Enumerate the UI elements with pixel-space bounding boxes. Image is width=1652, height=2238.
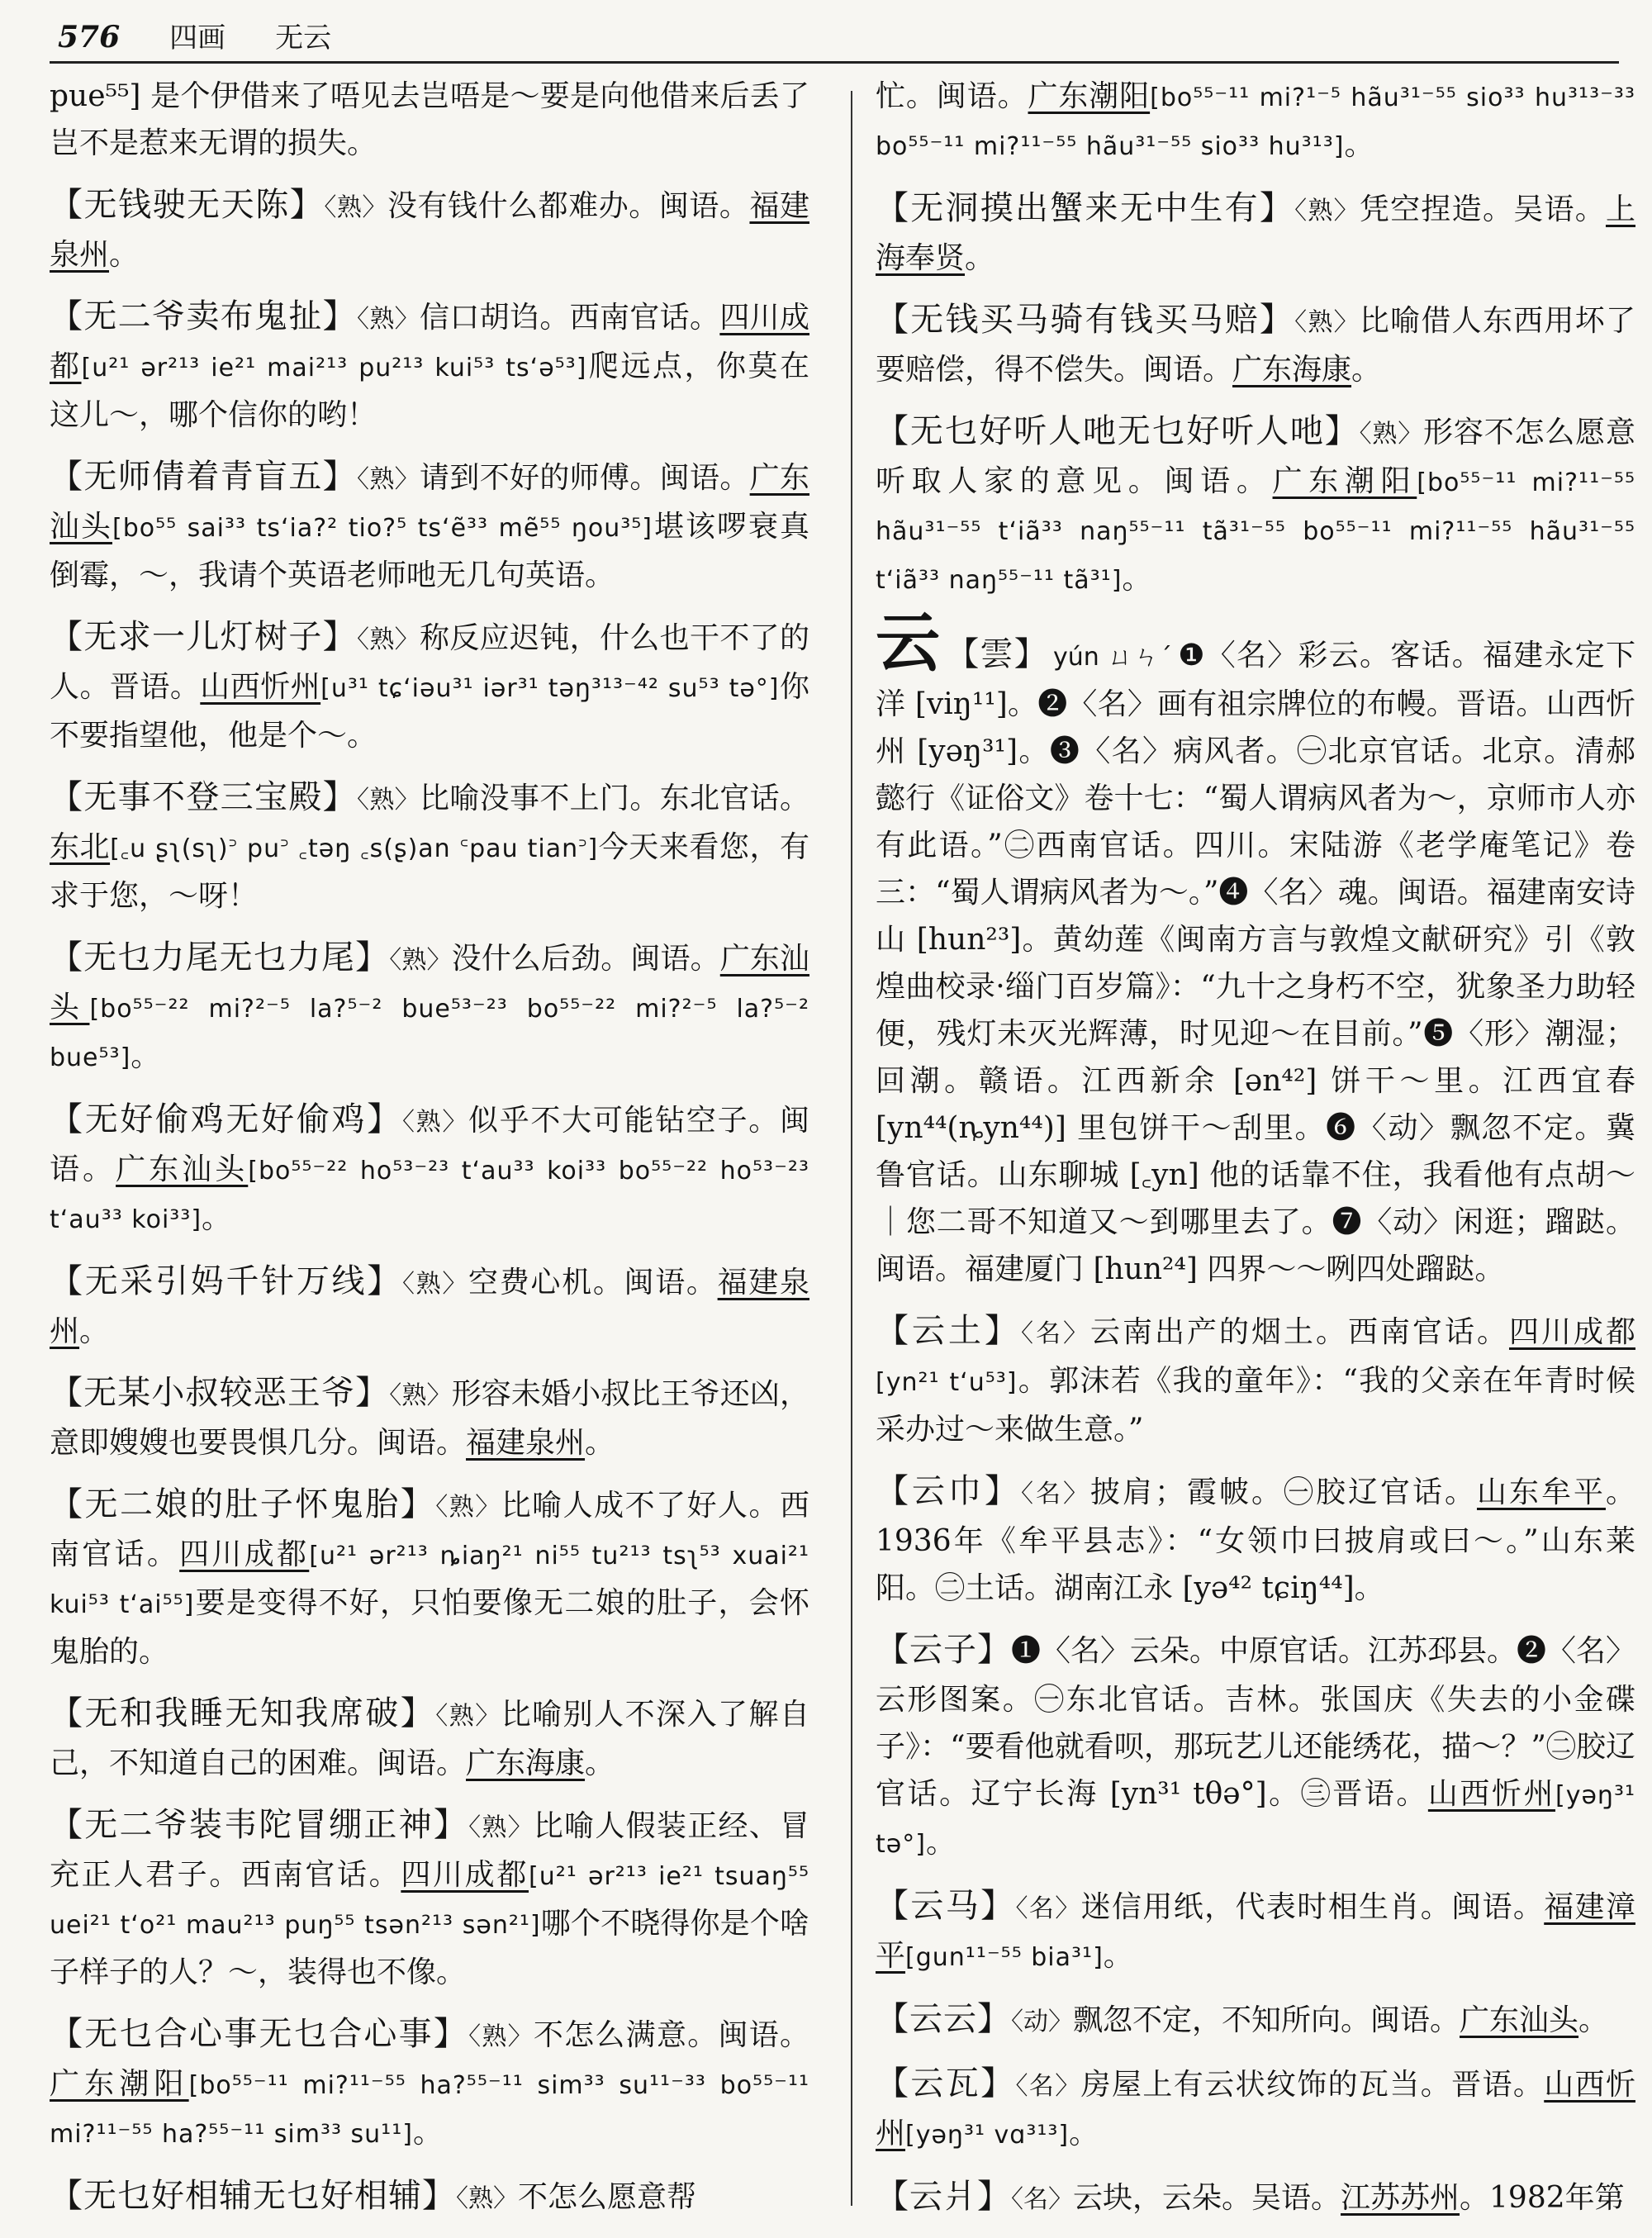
phonetic: [bo⁵⁵⁻¹¹ mi?¹¹⁻⁵⁵ ha?⁵⁵⁻¹¹ sim³³ su¹¹⁻³³ bo⁵⁵⁻¹¹ mi?¹¹⁻⁵⁵ ha?⁵⁵⁻¹¹ sim³³ su¹¹] [50, 2071, 809, 2149]
entry-headword: 【无洞摸出蟹来无中生有】 [876, 189, 1295, 227]
entry: 【云子】❶〈名〉云朵。中原官话。江苏邳县。❷〈名〉云形图案。㊀东北官话。吉林。张国庆《失去的小金碟子》：“要看他就看呗，那玩艺儿还能绣花，描～？”㊁胶辽官话。辽宁长海 [yn³¹ tθə°]。㊂晋语。山西忻州[yəŋ³¹ tə°]。 [876, 1631, 1636, 1860]
entry: 【无某小叔较恶王爷】〈熟〉形容未婚小叔比王爷还凶，意即嫂嫂也要畏惧几分。闽语。福建泉州。 [50, 1374, 809, 1460]
location: 四川成都 [179, 1537, 310, 1571]
entry-headword: 【无求一儿灯树子】 [50, 618, 357, 656]
location: 四川成都 [1508, 1315, 1635, 1349]
location: 福建泉州 [50, 1266, 809, 1348]
entry-headword: 【云巾】 [876, 1472, 1021, 1510]
entry-headword: 【无事不登三宝殿】 [50, 778, 357, 816]
entry-headword: 【无二娘的肚子怀鬼胎】 [50, 1485, 436, 1523]
entry-headword: 【无好偷鸡无好偷鸡】 [50, 1100, 402, 1138]
definition: 请到不好的师傅。闽语。 [420, 461, 750, 495]
phonetic: [yəŋ³¹ tə°] [876, 1781, 1635, 1859]
character-entry-yun [876, 606, 1635, 1293]
example: 要是变得不好，只怕要像无二娘的肚子，会怀鬼胎的。 [50, 1586, 809, 1669]
sense-text: ❹〈名〉魂。闽语。福建南安诗山 [hun²³]。黄幼莲《闽南方言与敦煌文献研究》引《敦煌曲校录·缁门百岁篇》：“九十之身朽不空，犹象圣力助轻便，残灯未灭光辉薄，时见迎～在目前。” [876, 876, 1635, 1051]
phonetic: [bo⁵⁵⁻¹¹ mi?¹¹⁻⁵⁵ hãu³¹⁻⁵⁵ t‘iã³³ naŋ⁵⁵⁻¹¹ tã³¹⁻⁵⁵ bo⁵⁵⁻¹¹ mi?¹¹⁻⁵⁵ hãu³¹⁻⁵⁵ t‘iã³³ naŋ⁵⁵⁻¹¹ tã³¹] [876, 468, 1635, 595]
definition: 房屋上有云状纹饰的瓦当。晋语。 [1080, 2068, 1545, 2102]
definition: 比喻人假装正经、冒充正人君子。西南官话。 [50, 1809, 809, 1892]
entry: 【无乜好听人吔无乜好听人吔】〈熟〉形容不怎么愿意听取人家的意见。闽语。广东潮阳[bo⁵⁵⁻¹¹ mi?¹¹⁻⁵⁵ hãu³¹⁻⁵⁵ t‘iã³³ naŋ⁵⁵⁻¹¹ tã³¹⁻⁵⁵ bo⁵⁵⁻¹¹ mi?¹¹⁻⁵⁵ hãu³¹⁻⁵⁵ t‘iã³³ naŋ⁵⁵⁻¹¹ tã³¹]。 [876, 412, 1635, 596]
pos-tag: 〈熟〉 [357, 465, 420, 494]
definition: 不怎么愿意帮 [518, 2180, 697, 2214]
definition: 凭空捏造。吴语。 [1359, 192, 1606, 226]
pos-tag: 〈熟〉 [357, 625, 420, 654]
entry: 【无好偷鸡无好偷鸡】〈熟〉似乎不大可能钻空子。闽语。广东汕头[bo⁵⁵⁻²² ho⁵³⁻²³ t‘au³³ koi³³ bo⁵⁵⁻²² ho⁵³⁻²³ t‘au³³ koi³³]。 [50, 1100, 809, 1235]
entry: 【无钱驶无天陈】〈熟〉没有钱什么都难办。闽语。福建泉州。 [50, 186, 809, 272]
phonetic: [bo⁵⁵⁻²² ho⁵³⁻²³ t‘au³³ koi³³ bo⁵⁵⁻²² ho⁵³⁻²³ t‘au³³ koi³³] [50, 1157, 809, 1234]
traditional-form: 【雲】 [946, 635, 1048, 673]
example: 。1936年《牟平县志》：“女领巾曰披肩或曰～。”山东莱阳。㊁土话。湖南江永 [yə⁴² tɕiŋ⁴⁴]。 [876, 1475, 1635, 1605]
entry [50, 454, 809, 599]
entry-headword: 【云云】 [876, 2000, 1011, 2038]
entry [876, 1468, 1635, 1612]
definition: 不怎么满意。闽语。 [533, 2018, 809, 2052]
location: 江苏苏州 [1341, 2181, 1460, 2215]
location: 山西忻州 [200, 670, 321, 704]
definition: 比喻没事不上门。东北官话。 [420, 782, 809, 815]
definition: 比喻别人不深入了解自己，不知道自己的困难。闽语。 [50, 1698, 810, 1780]
entry-headword: 【无二爷卖布鬼扯】 [50, 297, 357, 335]
phonetic: [yn²¹ t‘u⁵³] [876, 1368, 1018, 1397]
definition: 形容不怎么愿意听取人家的意见。闽语。 [876, 416, 1635, 498]
entry-continuation: pue⁵⁵] 是个伊借来了唔见去岂唔是～要是向他借来后丢了岂不是惹来无谓的损失。 [50, 79, 809, 160]
entry: 【无采引妈千针万线】〈熟〉空费心机。闽语。福建泉州。 [50, 1262, 809, 1348]
location: 东北 [50, 830, 111, 864]
pos-tag: 〈熟〉 [435, 1702, 501, 1731]
pos-tag: 〈熟〉 [468, 1813, 534, 1842]
pos-tag: 〈动〉 [1011, 2008, 1073, 2036]
entry-headword: 【无某小叔较恶王爷】 [50, 1374, 390, 1412]
location: 福建泉州 [466, 1426, 586, 1460]
entry [50, 2173, 809, 2222]
header-rule [50, 61, 1619, 64]
pos-tag: 〈熟〉 [1359, 420, 1424, 449]
definition: 云南出产的烟土。西南官话。 [1090, 1315, 1509, 1349]
location: 广东汕头 [116, 1152, 249, 1186]
entry: 【无乜合心事无乜合心事】〈熟〉不怎么满意。闽语。广东潮阳[bo⁵⁵⁻¹¹ mi?¹¹⁻⁵⁵ ha?⁵⁵⁻¹¹ sim³³ su¹¹⁻³³ bo⁵⁵⁻¹¹ mi?¹¹⁻⁵⁵ ha?⁵⁵⁻¹¹ sim³³ su¹¹]。 [50, 2015, 809, 2150]
entry-headword: 【无和我睡无知我席破】 [50, 1694, 436, 1732]
definition: 形容未婚小叔比王爷还凶，意即嫂嫂也要畏惧几分。闽语。 [50, 1377, 809, 1460]
example: 你不要指望他，他是个～。 [50, 670, 809, 753]
phonetic: [bo⁵⁵⁻¹¹ mi?¹⁻⁵ hãu³¹⁻⁵⁵ sio³³ hu³¹³⁻³³ bo⁵⁵⁻¹¹ mi?¹¹⁻⁵⁵ hãu³¹⁻⁵⁵ sio³³ hu³¹³] [876, 83, 1635, 161]
location: 山西忻州 [876, 2068, 1635, 2150]
entry [50, 774, 809, 919]
location: 上海奉贤 [876, 192, 1635, 275]
entry-headword: 【无乜好相辅无乜好相辅】 [50, 2177, 456, 2215]
definition: 云块，云朵。吴语。 [1073, 2181, 1341, 2215]
entry-headword: 【无乜力尾无乜力尾】 [50, 938, 390, 976]
phonetic: [gun¹¹⁻⁵⁵ bia³¹] [905, 1943, 1104, 1972]
definition: 没什么后劲。闽语。 [451, 942, 720, 976]
pos-tag: 〈熟〉 [389, 946, 452, 975]
pos-tag: 〈名〉 [1015, 1894, 1081, 1923]
pos-tag: 〈熟〉 [389, 1381, 452, 1410]
entry [50, 1481, 809, 1675]
entry-headword: 【无钱买马骑有钱买马赔】 [876, 301, 1295, 339]
entry: 【无乜力尾无乜力尾】〈熟〉没什么后劲。闽语。广东汕头[bo⁵⁵⁻²² mi?²⁻⁵ la?⁵⁻² bue⁵³⁻²³ bo⁵⁵⁻²² mi?²⁻⁵ la?⁵⁻² bue⁵³]。 [50, 938, 809, 1073]
pos-tag: 〈熟〉 [1294, 197, 1360, 226]
entry: 【云瓦】〈名〉房屋上有云状纹饰的瓦当。晋语。山西忻州[yəŋ³¹ vɑ³¹³]。 [876, 2065, 1635, 2150]
page-number: 576 [58, 20, 121, 55]
location: 广东潮阳 [1028, 79, 1151, 113]
entry-headword: 【无采引妈千针万线】 [50, 1262, 402, 1300]
definition: 没有钱什么都难办。闽语。 [387, 189, 750, 223]
phonetic: [u³¹ tɕ‘iəu³¹ iər³¹ təŋ³¹³⁻⁴² su⁵³ tə°] [320, 674, 780, 703]
right-column [876, 73, 1635, 2238]
character-headword: 云 [876, 606, 942, 681]
location: 福建漳平 [876, 1890, 1635, 1973]
section-label: 四画 [169, 21, 226, 55]
entry-headword: 【云土】 [876, 1312, 1021, 1350]
entry: 【云马】〈名〉迷信用纸，代表时相生肖。闽语。福建漳平[gun¹¹⁻⁵⁵ bia³¹]。 [876, 1887, 1635, 1973]
phonetic: [bo⁵⁵⁻²² mi?²⁻⁵ la?⁵⁻² bue⁵³⁻²³ bo⁵⁵⁻²² mi?²⁻⁵ la?⁵⁻² bue⁵³] [50, 995, 809, 1072]
pos-tag: 〈名〉 [1021, 1319, 1090, 1348]
pinyin: yún ㄩㄣˊ [1052, 643, 1174, 672]
example: 堪该啰衰真倒霉，～，我请个英语老师吔无几句英语。 [50, 510, 809, 592]
pos-tag: 〈名〉 [1011, 2185, 1073, 2214]
location: 广东汕头 [1460, 2003, 1579, 2037]
entry-headword: 【云爿】 [876, 2178, 1011, 2216]
definition: 迷信用纸，代表时相生肖。闽语。 [1080, 1890, 1545, 1924]
entry: 【无钱买马骑有钱买马赔】〈熟〉比喻借人东西用坏了要赔偿，得不偿失。闽语。广东海康。 [876, 301, 1635, 387]
entry-headword: 【无乜好听人吔无乜好听人吔】 [876, 412, 1360, 450]
phonetic: [꜀u ʂʅ(sʅ)꜄ pu꜄ ꜀təŋ ꜀s(ʂ)an ꜂pau tian꜄] [110, 834, 599, 863]
pos-tag: 〈熟〉 [435, 1493, 501, 1522]
definition: 比喻借人东西用坏了要赔偿，得不偿失。闽语。 [876, 304, 1635, 387]
phonetic: [u²¹ ər²¹³ ie²¹ mai²¹³ pu²¹³ kui⁵³ ts‘ə⁵³] [81, 354, 587, 383]
pos-tag: 〈熟〉 [324, 193, 387, 222]
pos-tag: 〈名〉 [1021, 1480, 1090, 1509]
definition: 披肩；霞帔。㊀胶辽官话。 [1090, 1475, 1477, 1509]
location: 四川成都 [401, 1858, 529, 1892]
location: 山东牟平 [1476, 1475, 1606, 1509]
pos-tag: 〈熟〉 [1294, 308, 1360, 337]
phonetic: [u²¹ ər²¹³ ȵiaŋ²¹ ni⁵⁵ tu²¹³ tsʅ⁵³ xuai²¹ kui⁵³ t‘ai⁵⁵] [50, 1542, 809, 1619]
definition: 飘忽不定，不知所向。闽语。 [1073, 2003, 1460, 2037]
column-divider [851, 91, 852, 2206]
entry-headword: 【云马】 [876, 1887, 1016, 1925]
location: 山西忻州 [1427, 1777, 1556, 1811]
definition: 称反应迟钝，什么也干不了的人。晋语。 [50, 621, 809, 704]
sense-text: ❺〈形〉潮湿；回潮。赣语。江西新余 [ən⁴²] 饼干～里。江西宜春 [yn⁴⁴(ȵyn⁴⁴)] 里包饼干～刮里。❻〈动〉飘忽不定。冀鲁官话。山东聊城 [꜀yn] 他的话靠不住，我看他有点胡～｜您二哥不知道又～到哪里去了。❼〈动〉闲逛；蹓跶。闽语。福建厦门 [hun²⁴] 四界～～咧四处蹓跶。 [876, 1017, 1635, 1286]
pos-tag: 〈熟〉 [456, 2184, 518, 2213]
example: 爬远点，你莫在这儿～，哪个信你的哟！ [50, 349, 809, 432]
example: 。郭沫若《我的童年》：“我的父亲在年青时候采办过～来做生意。” [876, 1364, 1635, 1447]
entry: 【无洞摸出蟹来无中生有】〈熟〉凭空捏造。吴语。上海奉贤。 [876, 189, 1635, 275]
entry [50, 293, 809, 439]
phonetic: [bo⁵⁵ sai³³ ts‘ia?² tio?⁵ ts‘ẽ³³ mẽ⁵⁵ ŋou³⁵] [112, 514, 653, 543]
definition: 空费心机。闽语。 [468, 1266, 718, 1300]
entry: 【云云】〈动〉飘忽不定，不知所向。闽语。广东汕头。 [876, 2000, 1609, 2038]
pos-tag: 〈熟〉 [357, 305, 420, 334]
entry-continuation: 忙。闽语。广东潮阳[bo⁵⁵⁻¹¹ mi?¹⁻⁵ hãu³¹⁻⁵⁵ sio³³ hu³¹³⁻³³ bo⁵⁵⁻¹¹ mi?¹¹⁻⁵⁵ hãu³¹⁻⁵⁵ sio³³ hu³¹³]。 [876, 79, 1635, 162]
page-header [58, 15, 331, 64]
entry [876, 1308, 1635, 1453]
definition: 比喻人成不了好人。西南官话。 [50, 1489, 810, 1571]
page-chars: 无云 [275, 21, 332, 55]
entry-headword: 【无师倩着青盲五】 [50, 458, 357, 496]
pos-tag: 〈熟〉 [401, 1108, 469, 1137]
entry: 【云爿】〈名〉云块，云朵。吴语。江苏苏州。1982年第 [876, 2178, 1625, 2216]
location: 广东潮阳 [1272, 464, 1417, 498]
left-column [50, 73, 809, 2237]
definition: ❶〈名〉云朵。中原官话。江苏邳县。❷〈名〉云形图案。㊀东北官话。吉林。张国庆《失去的小金碟子》：“要看他就看呗，那玩艺儿还能绣花，描～？”㊁胶辽官话。辽宁长海 [yn³¹ tθə°]。㊂晋语。 [876, 1634, 1636, 1811]
entry: 【无和我睡无知我席破】〈熟〉比喻别人不深入了解自己，不知道自己的困难。闽语。广东海康。 [50, 1694, 810, 1780]
location: 广东汕头 [50, 461, 809, 544]
sense-text: ❶〈名〉彩云。客话。福建永定下洋 [viŋ¹¹]。❷〈名〉画有祖宗牌位的布幔。晋语。山西忻州 [yəŋ³¹]。❸〈名〉病风者。㊀北京官话。北京。清郝懿行《证俗文》卷十七：“蜀人谓病风者为～，京师市人亦有此语。”㊁西南官话。四川。宋陆游《老学庵笔记》卷三：“蜀人谓病风者为～。” [876, 639, 1635, 910]
entry [50, 1802, 809, 1996]
pos-tag: 〈熟〉 [357, 786, 420, 815]
entry-headword: 【无二爷装韦陀冒绷正神】 [50, 1806, 469, 1844]
example: 今天来看您，有求于您，～呀！ [50, 830, 809, 913]
entry [50, 614, 809, 759]
entry-headword: 【无钱驶无天陈】 [50, 186, 325, 224]
entry-headword: 【无乜合心事无乜合心事】 [50, 2015, 469, 2053]
location: 福建泉州 [50, 189, 809, 272]
location: 广东海康 [466, 1746, 586, 1780]
definition: 似乎不大可能钻空子。闽语。 [50, 1104, 809, 1186]
entry-headword: 【云子】 [876, 1631, 1011, 1669]
location: 四川成都 [50, 301, 809, 383]
phonetic: [u²¹ ər²¹³ ie²¹ tsuaŋ⁵⁵ uei²¹ t‘o²¹ mau²¹³ puŋ⁵⁵ tsən²¹³ sən²¹] [50, 1862, 809, 1940]
location: 广东汕头 [50, 942, 809, 1024]
location: 广东海康 [1232, 353, 1352, 387]
pos-tag: 〈熟〉 [401, 1270, 469, 1299]
entry-headword: 【云瓦】 [876, 2065, 1016, 2103]
pos-tag: 〈名〉 [1015, 2072, 1081, 2101]
pos-tag: 〈熟〉 [468, 2022, 534, 2051]
definition: 信口胡诌。西南官话。 [420, 301, 720, 335]
location: 广东潮阳 [50, 2067, 189, 2101]
phonetic: [yəŋ³¹ vɑ³¹³] [905, 2121, 1070, 2150]
example: 哪个不晓得你是个啥子样子的人？～，装得也不像。 [50, 1907, 809, 1989]
